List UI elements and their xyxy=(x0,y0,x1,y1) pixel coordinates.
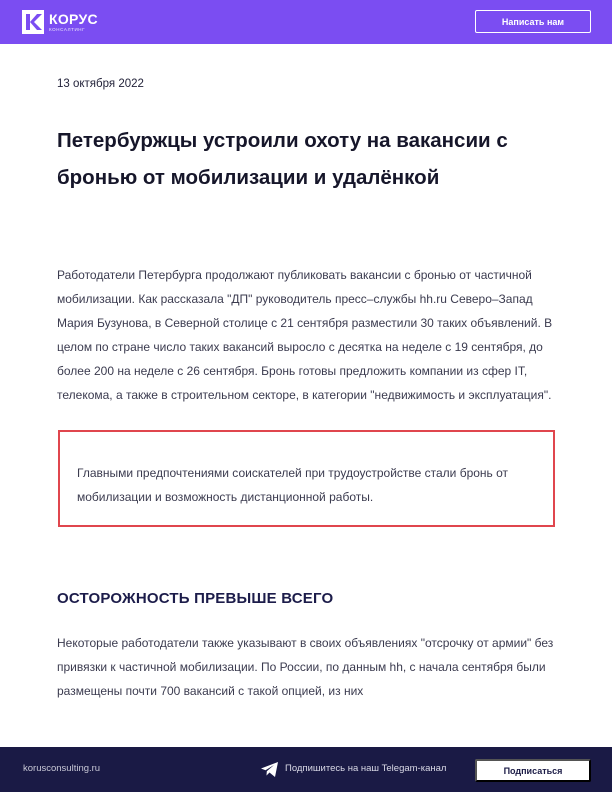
article-date: 13 октября 2022 xyxy=(57,78,144,90)
subscribe-button[interactable]: Подписаться xyxy=(475,759,591,782)
telegram-icon[interactable] xyxy=(261,762,278,777)
article-paragraph: Работодатели Петербурга продолжают публиковать вакансии с бронью от частичной мобилизации. Как рассказала "ДП" руководитель пресс–службы hh.ru Северо–Запад Мария Бузунова, в Северной столице с 21 сентября разместили 30 таких объявлений. В целом по стране число таких вакансий выросло с десятка на неделе с 19 сентября, до более 200 на неделе с 26 сентября. Бронь готовы предложить компании из сфер IT, телекома, а также в строительном секторе, в категории "недвижимость и эксплуатация". xyxy=(57,268,553,402)
section-heading: ОСТОРОЖНОСТЬ ПРЕВЫШЕ ВСЕГО xyxy=(57,590,334,607)
write-us-button[interactable]: Написать нам xyxy=(475,10,591,33)
article-title: Петербуржцы устроили охоту на вакансии с бронью от мобилизации и удалёнкой xyxy=(57,129,508,189)
highlight-quote: Главными предпочтениями соискателей при трудоустройстве стали бронь от мобилизации и возможность дистанционной работы. xyxy=(58,430,555,527)
logo-subtitle: КОНСАЛТИНГ xyxy=(49,26,86,32)
logo-name: КОРУС xyxy=(49,10,98,27)
telegram-subscribe-text[interactable]: Подпишитесь на наш Telegam-канал xyxy=(285,763,447,774)
korus-logo[interactable] xyxy=(22,10,98,34)
site-header xyxy=(0,0,612,44)
site-footer xyxy=(0,747,612,792)
article-paragraph: Некоторые работодатели также указывают в своих объявлениях "отсрочку от армии" без привязки к частичной мобилизации. По России, по данным hh, с начала сентября были размещены почти 700 вакансий с такой опцией, из них xyxy=(57,636,554,698)
site-link[interactable]: korusconsulting.ru xyxy=(23,763,101,774)
korus-logo-icon xyxy=(22,10,44,34)
